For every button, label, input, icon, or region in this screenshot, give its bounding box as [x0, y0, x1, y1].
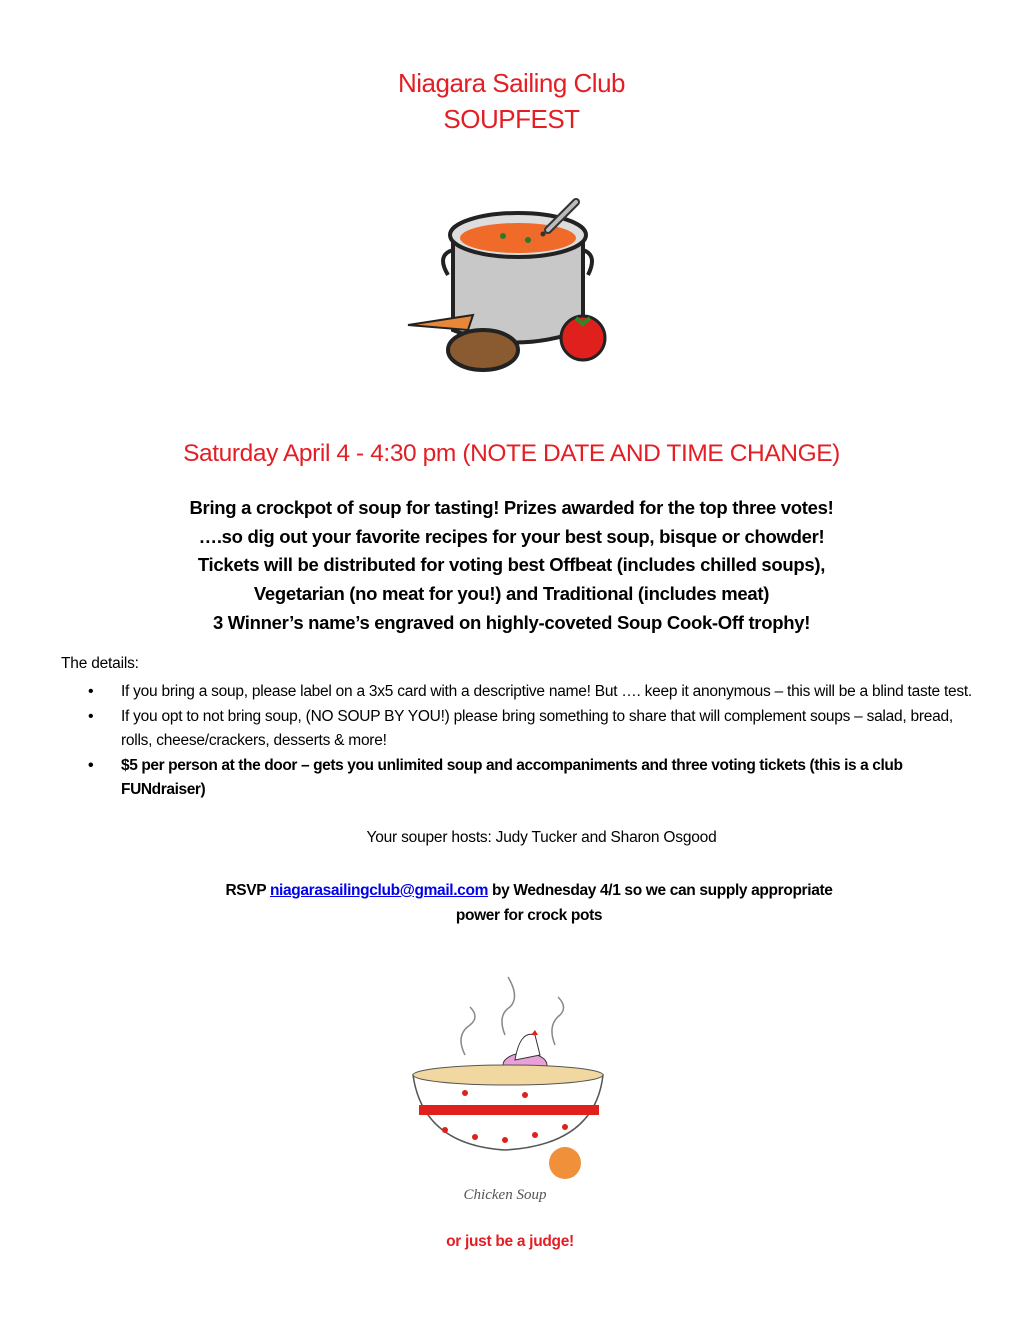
- rsvp-block: [0, 878, 1023, 928]
- bowl-caption: Chicken Soup: [463, 1187, 547, 1203]
- intro-line: 3 Winner’s name’s engraved on highly-coveted Soup Cook-Off trophy!: [212, 611, 811, 633]
- list-item: • If you opt to not bring soup, (NO SOUP BY YOU!) please bring something to share that will complement soups – salad, bread, rolls, cheese/crackers, desserts & more!: [88, 705, 978, 754]
- event-title: SOUPFEST: [443, 104, 580, 134]
- rsvp-suffix: by Wednesday 4/1 so we can supply appropriate: [488, 882, 833, 899]
- club-name: Niagara Sailing Club: [397, 68, 626, 98]
- list-item: • $5 per person at the door – gets you unlimited soup and accompaniments and three voting tickets (this is a club FUNdraiser): [88, 754, 978, 803]
- rsvp-prefix: RSVP: [225, 882, 270, 899]
- hosts-line: Your souper hosts: Judy Tucker and Sharon Osgood: [366, 829, 717, 846]
- intro-line: ….so dig out your favorite recipes for your best soup, bisque or chowder!: [198, 525, 825, 547]
- details-list: [88, 680, 978, 803]
- details-label: The details:: [61, 655, 139, 672]
- intro-line: Vegetarian (no meat for you!) and Traditional (includes meat): [253, 583, 770, 605]
- event-date: Saturday April 4 - 4:30 pm (NOTE DATE AND TIME CHANGE): [183, 440, 840, 467]
- list-item: • If you bring a soup, please label on a 3x5 card with a descriptive name! But …. keep it anonymous – this will be a blind taste test.: [88, 680, 978, 705]
- email-link[interactable]: niagarasailingclub@gmail.com: [269, 882, 489, 899]
- intro-text: [0, 494, 1023, 638]
- chicken-soup-illustration: [405, 965, 610, 1210]
- intro-line: Tickets will be distributed for voting best Offbeat (includes chilled soups),: [197, 554, 826, 576]
- closing-line: or just be a judge!: [446, 1233, 574, 1250]
- intro-line: Bring a crockpot of soup for tasting! Prizes awarded for the top three votes!: [189, 497, 834, 518]
- soup-pot-illustration: [398, 190, 628, 390]
- rsvp-line2: power for crock pots: [455, 907, 603, 924]
